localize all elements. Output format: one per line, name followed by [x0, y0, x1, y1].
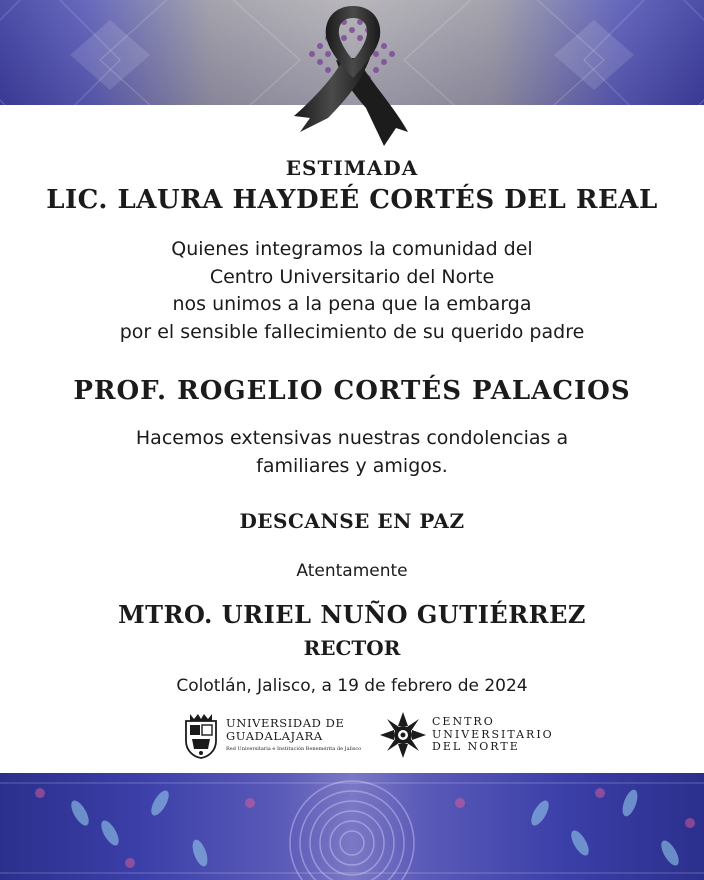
cun-name-line2: UNIVERSITARIO [432, 727, 554, 741]
rest-in-peace: DESCANSE EN PAZ [239, 509, 465, 533]
cun-name-line3: DEL NORTE [432, 740, 520, 753]
cun-emblem-icon [380, 711, 426, 759]
udg-name-line1: UNIVERSIDAD DE [226, 716, 345, 730]
udg-name-line2: GUADALAJARA [226, 729, 323, 743]
mourning-ribbon-icon [292, 0, 414, 150]
cunorte-logo [380, 709, 554, 761]
cun-name-line1: CENTRO [432, 715, 495, 728]
message-line: por el sensible fallecimiento de su querido padre [119, 320, 585, 343]
cun-name [432, 716, 554, 754]
signatory-title: RECTOR [303, 636, 401, 660]
message-paragraph [0, 236, 704, 346]
udg-crest-icon [182, 711, 220, 759]
message-line: Quienes integramos la comunidad del [171, 238, 533, 260]
udg-subtitle: Red Universitaria e Institución Benemérita de Jalisco [226, 746, 362, 752]
message-line: Centro Universitario del Norte [209, 265, 495, 288]
closing-word: Atentamente [296, 561, 408, 581]
condolence-line: familiares y amigos. [256, 455, 448, 477]
signatory-name: MTRO. URIEL NUÑO GUTIÉRREZ [118, 600, 586, 629]
condolence-line: Hacemos extensivas nuestras condolencias a [135, 427, 569, 449]
udg-logo [180, 709, 362, 761]
message-line: nos unimos a la pena que la embarga [172, 293, 532, 315]
salutation: ESTIMADA [285, 156, 419, 180]
bottom-decorative-band [0, 773, 704, 880]
recipient-name: LIC. LAURA HAYDEÉ CORTÉS DEL REAL [46, 185, 658, 215]
deceased-name: PROF. ROGELIO CORTÉS PALACIOS [73, 376, 631, 406]
date-line: Colotlán, Jalisco, a 19 de febrero de 2024 [176, 676, 528, 696]
udg-name [226, 717, 345, 743]
condolence-paragraph [0, 424, 704, 480]
